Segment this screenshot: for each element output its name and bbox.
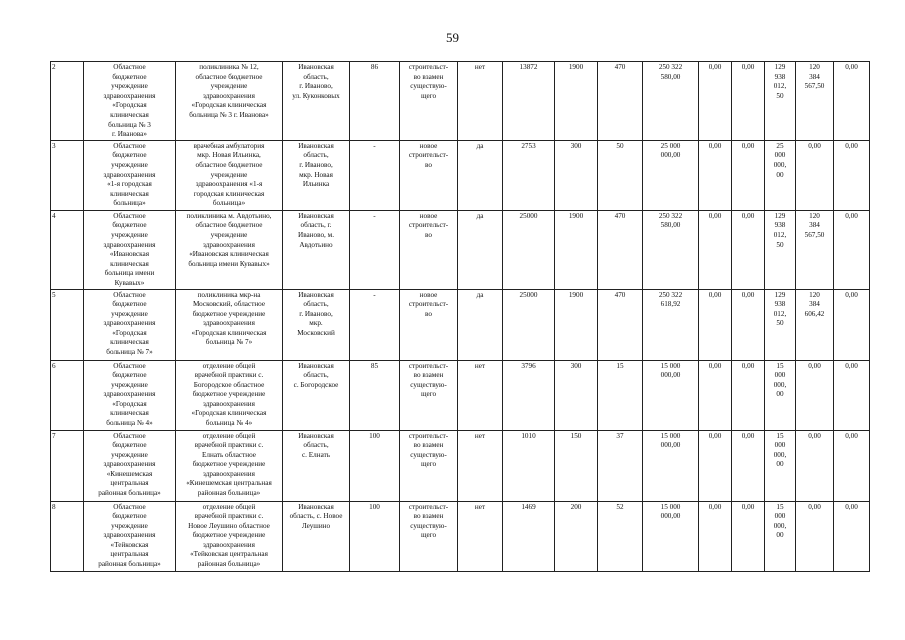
- cell-no: 7: [51, 430, 84, 501]
- cell-c13: 129 938 012, 50: [765, 210, 796, 289]
- cell-c6: нет: [458, 62, 503, 141]
- cell-c13: 15 000 000, 00: [765, 360, 796, 430]
- cell-institution: Областное бюджетное учреждение здравоохранения «Ивановская клиническая больница имени Кувавых»: [84, 210, 176, 289]
- cell-no: 2: [51, 62, 84, 141]
- cell-c4: -: [350, 210, 400, 289]
- table-row: [51, 289, 870, 360]
- cell-c6: нет: [458, 360, 503, 430]
- cell-c11: 0,00: [699, 360, 732, 430]
- cell-c9: 470: [598, 210, 643, 289]
- cell-c9: 15: [598, 360, 643, 430]
- cell-c12: 0,00: [732, 62, 765, 141]
- cell-c7: 13872: [503, 62, 555, 141]
- cell-c14: 120 384 567,50: [796, 210, 834, 289]
- cell-no: 3: [51, 140, 84, 210]
- cell-address: Ивановская область, г. Иваново, м. Авдотьино: [283, 210, 350, 289]
- cell-c4: 85: [350, 360, 400, 430]
- cell-c10: 15 000 000,00: [643, 360, 699, 430]
- cell-c14: 120 384 567,50: [796, 62, 834, 141]
- facilities-table: [50, 61, 870, 572]
- cell-institution: Областное бюджетное учреждение здравоохранения «Городская клиническая больница № 7»: [84, 289, 176, 360]
- cell-address: Ивановская область, г. Иваново, ул. Куконковых: [283, 62, 350, 141]
- cell-c9: 470: [598, 62, 643, 141]
- cell-c10: 15 000 000,00: [643, 501, 699, 571]
- cell-c5: строительст- во взамен существую- щего: [400, 430, 458, 501]
- cell-c5: строительст- во взамен существую- щего: [400, 501, 458, 571]
- cell-c13: 129 938 012, 50: [765, 289, 796, 360]
- cell-institution: Областное бюджетное учреждение здравоохранения «1-я городская клиническая больница»: [84, 140, 176, 210]
- cell-c15: 0,00: [834, 140, 870, 210]
- cell-c10: 250 322 580,00: [643, 62, 699, 141]
- table-row: [51, 210, 870, 289]
- cell-c11: 0,00: [699, 501, 732, 571]
- cell-c10: 250 322 580,00: [643, 210, 699, 289]
- cell-c14: 0,00: [796, 430, 834, 501]
- table-row: [51, 140, 870, 210]
- cell-address: Ивановская область, с. Богородское: [283, 360, 350, 430]
- cell-c5: новое строительст- во: [400, 289, 458, 360]
- cell-c12: 0,00: [732, 210, 765, 289]
- cell-c8: 1900: [555, 62, 598, 141]
- cell-c8: 200: [555, 501, 598, 571]
- cell-c5: новое строительст- во: [400, 210, 458, 289]
- table-row: [51, 360, 870, 430]
- cell-facility: отделение общей врачебной практики с. Елнать областное бюджетное учреждение здравоохранения «Кинешемская центральная районная больница»: [176, 430, 283, 501]
- cell-c13: 129 938 012, 50: [765, 62, 796, 141]
- cell-c14: 0,00: [796, 360, 834, 430]
- cell-no: 6: [51, 360, 84, 430]
- cell-institution: Областное бюджетное учреждение здравоохранения «Тейковская центральная районная больница»: [84, 501, 176, 571]
- cell-institution: Областное бюджетное учреждение здравоохранения «Городская клиническая больница № 3 г. Иванова»: [84, 62, 176, 141]
- cell-c8: 150: [555, 430, 598, 501]
- cell-c11: 0,00: [699, 289, 732, 360]
- cell-c14: 0,00: [796, 501, 834, 571]
- cell-c15: 0,00: [834, 360, 870, 430]
- cell-c6: нет: [458, 501, 503, 571]
- cell-c15: 0,00: [834, 501, 870, 571]
- cell-c8: 300: [555, 140, 598, 210]
- cell-c12: 0,00: [732, 501, 765, 571]
- table-row: [51, 430, 870, 501]
- cell-institution: Областное бюджетное учреждение здравоохранения «Городская клиническая больница № 4»: [84, 360, 176, 430]
- cell-c8: 1900: [555, 210, 598, 289]
- cell-c10: 15 000 000,00: [643, 430, 699, 501]
- cell-c5: строительст- во взамен существую- щего: [400, 62, 458, 141]
- cell-c15: 0,00: [834, 62, 870, 141]
- cell-c7: 25000: [503, 210, 555, 289]
- cell-c13: 15 000 000, 00: [765, 430, 796, 501]
- cell-c11: 0,00: [699, 140, 732, 210]
- cell-c8: 300: [555, 360, 598, 430]
- cell-facility: поликлиника № 12, областное бюджетное учреждение здравоохранения «Городская клиническая больница № 3 г. Иванова»: [176, 62, 283, 141]
- page-number: 59: [446, 30, 459, 45]
- cell-c14: 120 384 606,42: [796, 289, 834, 360]
- cell-no: 8: [51, 501, 84, 571]
- cell-c6: нет: [458, 430, 503, 501]
- cell-facility: поликлиника м. Авдотьино, областное бюджетное учреждение здравоохранения «Ивановская клиническая больница имени Кувавых»: [176, 210, 283, 289]
- cell-c10: 250 322 618,92: [643, 289, 699, 360]
- cell-c7: 2753: [503, 140, 555, 210]
- cell-address: Ивановская область, с. Елнать: [283, 430, 350, 501]
- cell-address: Ивановская область, г. Иваново, мкр. Новая Ильинка: [283, 140, 350, 210]
- cell-c5: новое строительст- во: [400, 140, 458, 210]
- cell-c9: 37: [598, 430, 643, 501]
- cell-facility: отделение общей врачебной практики с. Богородское областное бюджетное учреждение здравоохранения «Городская клиническая больница № 4»: [176, 360, 283, 430]
- cell-c8: 1900: [555, 289, 598, 360]
- table-row: [51, 62, 870, 141]
- cell-c6: да: [458, 210, 503, 289]
- cell-c11: 0,00: [699, 210, 732, 289]
- cell-c11: 0,00: [699, 62, 732, 141]
- cell-facility: отделение общей врачебной практики с. Новое Леушино областное бюджетное учреждение здравоохранения «Тейковская центральная районная больница»: [176, 501, 283, 571]
- cell-c10: 25 000 000,00: [643, 140, 699, 210]
- cell-c12: 0,00: [732, 289, 765, 360]
- cell-c9: 52: [598, 501, 643, 571]
- table-row: [51, 501, 870, 571]
- cell-c15: 0,00: [834, 289, 870, 360]
- cell-address: Ивановская область, с. Новое Леушино: [283, 501, 350, 571]
- cell-c12: 0,00: [732, 430, 765, 501]
- cell-address: Ивановская область, г. Иваново, мкр. Московский: [283, 289, 350, 360]
- cell-c4: -: [350, 289, 400, 360]
- cell-c4: 86: [350, 62, 400, 141]
- cell-c5: строительст- во взамен существую- щего: [400, 360, 458, 430]
- cell-c7: 1469: [503, 501, 555, 571]
- cell-c12: 0,00: [732, 140, 765, 210]
- cell-c4: 100: [350, 430, 400, 501]
- cell-no: 4: [51, 210, 84, 289]
- cell-c4: 100: [350, 501, 400, 571]
- cell-c9: 470: [598, 289, 643, 360]
- cell-institution: Областное бюджетное учреждение здравоохранения «Кинешемская центральная районная больница»: [84, 430, 176, 501]
- cell-c15: 0,00: [834, 210, 870, 289]
- cell-c6: да: [458, 140, 503, 210]
- cell-c11: 0,00: [699, 430, 732, 501]
- cell-c7: 3796: [503, 360, 555, 430]
- cell-c15: 0,00: [834, 430, 870, 501]
- cell-c4: -: [350, 140, 400, 210]
- cell-c14: 0,00: [796, 140, 834, 210]
- cell-c6: да: [458, 289, 503, 360]
- cell-c13: 15 000 000, 00: [765, 501, 796, 571]
- cell-c7: 25000: [503, 289, 555, 360]
- cell-c12: 0,00: [732, 360, 765, 430]
- cell-facility: врачебная амбулатория мкр. Новая Ильинка, областное бюджетное учреждение здравоохранения «1-я городская клиническая больница»: [176, 140, 283, 210]
- cell-c7: 1010: [503, 430, 555, 501]
- cell-c9: 50: [598, 140, 643, 210]
- cell-facility: поликлиника мкр-на Московский, областное бюджетное учреждение здравоохранения «Городская клиническая больница № 7»: [176, 289, 283, 360]
- cell-no: 5: [51, 289, 84, 360]
- cell-c13: 25 000 000, 00: [765, 140, 796, 210]
